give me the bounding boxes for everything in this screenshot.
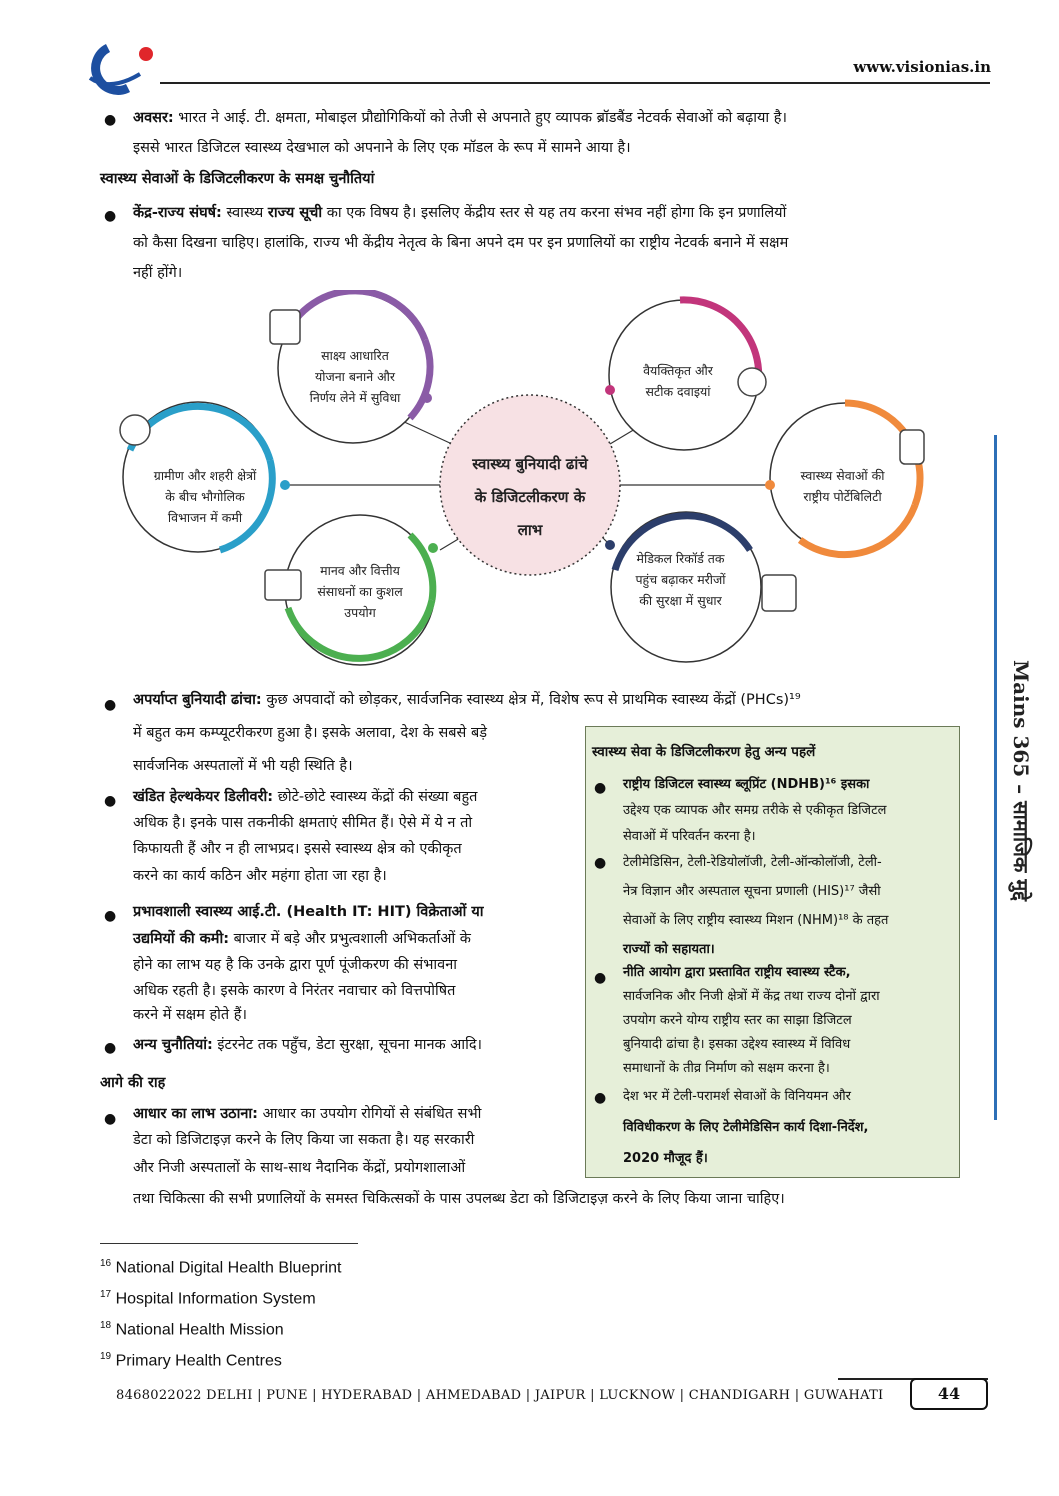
aadhaar-para <box>133 1100 481 1129</box>
fragmented-line2: अधिक है। इनके पास तकनीकी क्षमताएं सीमित हैं। ऐसे में ये न तो <box>133 815 473 831</box>
vendors-label2: उद्यमियों की कमी: <box>133 931 230 947</box>
node-line: मेडिकल रिकॉर्ड तक <box>636 551 725 566</box>
text: स्वास्थ्य <box>226 205 264 221</box>
node-line: सटीक दवाइयां <box>645 384 711 399</box>
website-url[interactable]: www.visionias.in <box>853 58 991 76</box>
node-line: उपयोग <box>344 605 376 620</box>
vendors-line3: होने का लाभ यह है कि उनके द्वारा पूर्ण पूंजीकरण की संभावना <box>133 957 458 973</box>
fn-num: 17 <box>100 1289 112 1300</box>
callout-item-health-stack <box>623 961 953 1081</box>
opportunity-para <box>133 104 963 133</box>
line: राज्यों को सहायता। <box>623 942 715 957</box>
fragmented-line4: करने का कार्य कठिन और महंगा होता जा रहा है। <box>133 868 387 884</box>
node-line: मानव और वित्तीय <box>320 563 400 578</box>
medical-record-icon <box>762 575 796 611</box>
line: विविधीकरण के लिए टेलीमेडिसिन कार्य दिशा-निर्देश, <box>623 1120 869 1135</box>
node-line: साक्ष्य आधारित <box>321 348 389 363</box>
fragmented-line3: किफायती हैं और न ही लाभप्रद। इससे स्वास्थ्य क्षेत्र को एकीकृत <box>133 841 462 857</box>
node-line: राष्ट्रीय पोर्टेबिलिटी <box>803 489 882 504</box>
device-icon <box>900 430 924 464</box>
node-line: योजना बनाने और <box>314 369 396 384</box>
text: का एक विषय है। इसलिए केंद्रीय स्तर से यह तय करना संभव नहीं होगा कि इन प्रणालियों <box>326 205 787 221</box>
center-line: के डिजिटलीकरण के <box>474 488 586 506</box>
bullet-dot: ● <box>104 908 117 924</box>
footer-contact: 8468022022 DELHI | PUNE | HYDERABAD | AHMEDABAD | JAIPUR | LUCKNOW | CHANDIGARH | GUWAHATI <box>116 1388 884 1403</box>
centre-state-para <box>133 199 963 228</box>
bullet-dot: ● <box>594 1090 607 1106</box>
node-line: विभाजन में कमी <box>167 510 243 525</box>
opportunity-line2: इससे भारत डिजिटल स्वास्थ्य देखभाल को अपनाने के लिए एक मॉडल के रूप में सामने आया है। <box>133 140 631 156</box>
fragmented-para <box>133 783 477 812</box>
node-portability <box>775 465 910 507</box>
node-line: स्वास्थ्य सेवाओं की <box>800 468 885 483</box>
line: उद्देश्य एक व्यापक और समग्र तरीके से एकीकृत डिजिटल <box>623 803 887 818</box>
line: सेवाओं में परिवर्तन करना है। <box>623 829 756 844</box>
page-number: 44 <box>910 1378 988 1410</box>
text: बाजार में बड़े और प्रभुत्वशाली अभिकर्ताओं के <box>233 931 471 947</box>
vendors-line2 <box>133 925 471 954</box>
challenges-heading: स्वास्थ्य सेवाओं के डिजिटलीकरण के समक्ष चुनौतियां <box>100 171 375 187</box>
fn-num: 19 <box>100 1351 112 1362</box>
fn-text: Primary Health Centres <box>115 1352 282 1370</box>
line: 2020 मौजूद हैं। <box>623 1151 708 1166</box>
center-line: स्वास्थ्य बुनियादी ढांचे <box>472 455 588 473</box>
footnote <box>100 1289 316 1308</box>
centre-state-line2: को कैसा दिखना चाहिए। हालांकि, राज्य भी केंद्रीय नेतृत्व के बिना अपने दम पर इन प्रणालियों का राष्ट्रीय नेटवर्क बनाने में सक्षम <box>133 235 789 251</box>
text: कुछ अपवादों को छोड़कर, सार्वजनिक स्वास्थ्य क्षेत्र में, विशेष रूप से प्राथमिक स्वास्थ्य केंद्रों (PHCs)¹⁹ <box>266 692 801 708</box>
node-line: वैयक्तिकृत और <box>643 363 713 378</box>
vendors-line5: करने में सक्षम होते हैं। <box>133 1007 248 1023</box>
aadhaar-line2: डेटा को डिजिटाइज़ करने के लिए किया जा सकता है। यह सरकारी <box>133 1132 475 1148</box>
way-forward-heading: आगे की राह <box>100 1075 166 1091</box>
fragmented-label: खंडित हेल्थकेयर डिलीवरी: <box>133 789 274 805</box>
callout-item-telemedicine <box>623 1081 953 1174</box>
infra-line2: में बहुत कम कम्प्यूटरीकरण हुआ है। इसके अलावा, देश के सबसे बड़े <box>133 725 487 741</box>
side-accent-bar <box>994 435 997 1120</box>
aadhaar-label: आधार का लाभ उठाना: <box>133 1106 258 1122</box>
line: देश भर में टेली-परामर्श सेवाओं के विनियमन और <box>623 1089 851 1104</box>
header-rule <box>160 82 990 84</box>
footnote <box>100 1320 284 1339</box>
callout-item-nhm <box>623 848 953 964</box>
fn-text: National Digital Health Blueprint <box>115 1259 342 1277</box>
bullet-dot: ● <box>104 208 117 224</box>
vendors-label1: प्रभावशाली स्वास्थ्य आई.टी. (Health IT: HIT) विक्रेताओं या <box>133 904 484 920</box>
node-resources <box>305 560 415 623</box>
footnote <box>100 1351 282 1370</box>
bullet-dot: ● <box>104 697 117 713</box>
line: सेवाओं के लिए राष्ट्रीय स्वास्थ्य मिशन (NHM)¹⁸ के तहत <box>623 913 889 928</box>
bullet-dot: ● <box>104 1111 117 1127</box>
bullet-dot: ● <box>104 112 117 128</box>
infra-line3: सार्वजनिक अस्पतालों में भी यही स्थिति है। <box>133 758 353 774</box>
fn-text: Hospital Information System <box>115 1290 316 1308</box>
vendors-line4: अधिक रहती है। इसके कारण वे निरंतर नवाचार को वित्तपोषित <box>133 983 456 999</box>
bullet-dot: ● <box>104 1040 117 1056</box>
fn-num: 16 <box>100 1258 112 1269</box>
line: उपयोग करने योग्य राष्ट्रीय स्तर का साझा डिजिटल <box>623 1013 852 1028</box>
text: आधार का उपयोग रोगियों से संबंधित सभी <box>262 1106 482 1122</box>
footnote-rule <box>100 1243 358 1244</box>
callout-title: स्वास्थ्य सेवा के डिजिटलीकरण हेतु अन्य पहलें <box>592 744 816 760</box>
node-geographic <box>140 465 270 528</box>
text: छोटे-छोटे स्वास्थ्य केंद्रों की संख्या बहुत <box>277 789 478 805</box>
infra-label: अपर्याप्त बुनियादी ढांचा: <box>133 692 262 708</box>
opportunity-line1: भारत ने आई. टी. क्षमता, मोबाइल प्रौद्योगिकियों को तेजी से अपनाते हुए व्यापक ब्रॉडबैंड नेटवर्क सेवाओं को बढ़ाया है। <box>178 110 787 126</box>
medicine-icon <box>738 368 766 396</box>
footnote <box>100 1258 341 1277</box>
bullet-dot: ● <box>594 780 607 796</box>
side-title <box>1003 660 1037 940</box>
callout-item-ndhb <box>623 772 953 850</box>
opportunity-label: अवसर: <box>133 110 174 126</box>
bullet-dot: ● <box>104 793 117 809</box>
line: समाधानों के तीव्र निर्माण को सक्षम करना है। <box>623 1061 830 1076</box>
state-list-bold: राज्य सूची <box>267 205 323 221</box>
centre-state-line3: नहीं होंगे। <box>133 265 183 281</box>
center-line: लाभ <box>517 521 543 539</box>
line: सार्वजनिक और निजी क्षेत्रों में केंद्र तथा राज्य दोनों द्वारा <box>623 989 880 1004</box>
node-line: निर्णय लेने में सुविधा <box>309 390 401 405</box>
globe-icon <box>120 415 150 445</box>
aadhaar-line4: तथा चिकित्सा की सभी प्रणालियों के समस्त चिकित्सकों के पास उपलब्ध डेटा को डिजिटाइज़ करने के लिए किया जाना चाहिए। <box>133 1191 785 1207</box>
node-line: की सुरक्षा में सुधार <box>639 593 722 608</box>
others-para <box>133 1031 482 1060</box>
document-search-icon <box>270 310 300 344</box>
aadhaar-line3: और निजी अस्पतालों के साथ-साथ नैदानिक केंद्रों, प्रयोगशालाओं <box>133 1160 466 1176</box>
line: राष्ट्रीय डिजिटल स्वास्थ्य ब्लूप्रिंट (NDHB)¹⁶ इसका <box>623 777 870 792</box>
line: बुनियादी ढांचा है। इसका उद्देश्य स्वास्थ्य में विविध <box>623 1037 851 1052</box>
node-evidence <box>300 345 410 408</box>
node-personalized <box>628 360 728 402</box>
bullet-dot: ● <box>594 970 607 986</box>
money-icon <box>265 570 301 600</box>
node-line: ग्रामीण और शहरी क्षेत्रों <box>153 468 257 483</box>
node-line: पहुंच बढ़ाकर मरीजों <box>635 572 726 587</box>
text: इंटरनेट तक पहुँच, डेटा सुरक्षा, सूचना मानक आदि। <box>217 1037 483 1053</box>
fn-num: 18 <box>100 1320 112 1331</box>
others-label: अन्य चुनौतियां: <box>133 1037 213 1053</box>
line: नीति आयोग द्वारा प्रस्तावित राष्ट्रीय स्वास्थ्य स्टैक, <box>623 965 851 980</box>
line: नेत्र विज्ञान और अस्पताल सूचना प्रणाली (HIS)¹⁷ जैसी <box>623 884 881 899</box>
line: टेलीमेडिसिन, टेली-रेडियोलॉजी, टेली-ऑन्कोलॉजी, टेली- <box>623 855 882 870</box>
bullet-dot: ● <box>594 855 607 871</box>
side-title-text: Mains 365 – सामाजिक मुद्दे <box>1009 660 1033 901</box>
vision-logo <box>80 40 160 100</box>
node-records <box>618 548 743 611</box>
node-line: संसाधनों का कुशल <box>317 584 403 599</box>
fn-text: National Health Mission <box>115 1321 284 1339</box>
centre-state-label: केंद्र-राज्य संघर्ष: <box>133 205 222 221</box>
infra-para <box>133 686 963 715</box>
diagram-center <box>430 448 630 547</box>
node-line: के बीच भौगोलिक <box>165 489 245 504</box>
